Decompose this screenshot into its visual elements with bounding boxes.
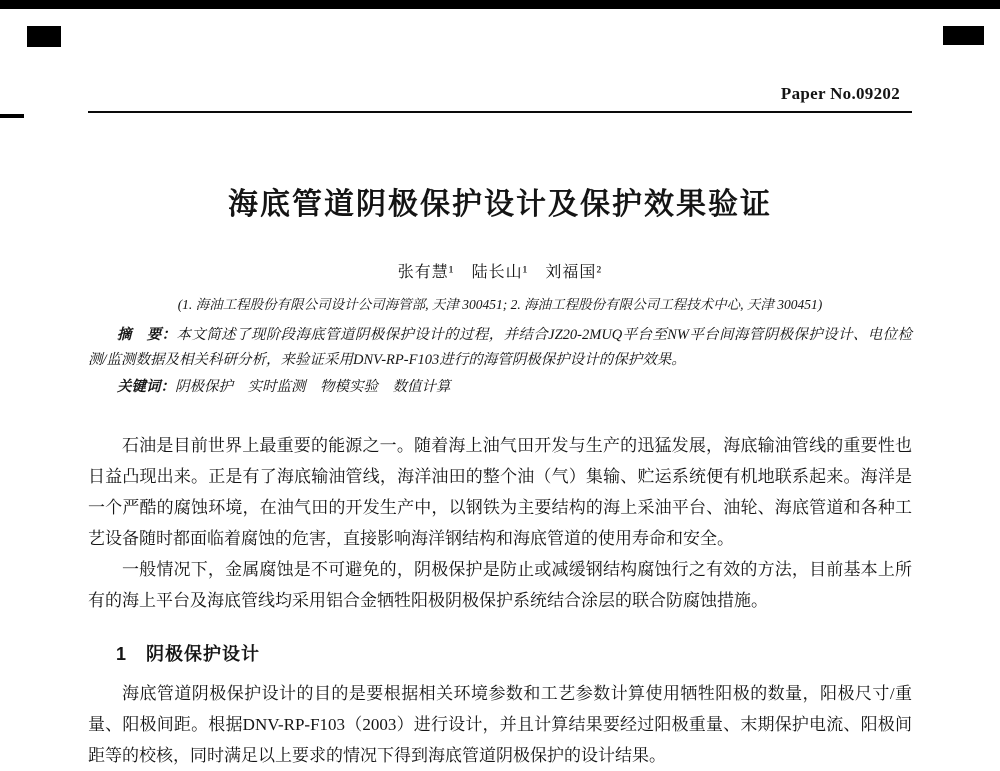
document-page	[88, 0, 912, 771]
affiliation-line: (1. 海油工程股份有限公司设计公司海管部, 天津 300451; 2. 海油工程股份有限公司工程技术中心, 天津 300451)	[177, 297, 823, 312]
intro-paragraph-1: 石油是目前世界上最重要的能源之一。随着海上油气田开发与生产的迅猛发展，海底输油管线的重要性也日益凸现出来。正是有了海底输油管线，海洋油田的整个油（气）集输、贮运系统便有机地联系起来。海洋是一个严酷的腐蚀环境，在油气田的开发生产中，以钢铁为主要结构的海上采油平台、油轮、海底管道和各种工艺设备随时都面临着腐蚀的危害，直接影响海洋钢结构和海底管道的使用寿命和安全。	[88, 436, 912, 548]
abstract-paragraph	[88, 323, 912, 373]
section-1-heading: 1 阴极保护设计	[116, 644, 261, 664]
paper-number: Paper No.09202	[780, 84, 900, 103]
keywords-text: 阴极保护 实时监测 物模实验 数值计算	[175, 379, 451, 395]
paper-title: 海底管道阴极保护设计及保护效果验证	[228, 188, 772, 221]
keywords-paragraph	[88, 375, 912, 400]
authors-line: 张有慧¹ 陆长山¹ 刘福国²	[397, 264, 603, 281]
header-rule	[88, 111, 912, 113]
keywords-label: 关键词：	[117, 379, 175, 395]
section-1-paragraph: 海底管道阴极保护设计的目的是要根据相关环境参数和工艺参数计算使用牺牲阳极的数量，阳极尺寸/重量、阳极间距。根据DNV-RP-F103（2003）进行设计，并且计算结果要经过阳极重量、末期保护电流、阳极间距等的校核，同时满足以上要求的情况下得到海底管道阴极保护的设计结果。	[88, 684, 912, 765]
abstract-label: 摘 要：	[117, 327, 177, 343]
scan-artifact-corner-right	[943, 26, 984, 45]
abstract-text: 本文简述了现阶段海底管道阴极保护设计的过程，并结合JZ20-2MUQ平台至NW平台间海管阴极保护设计、电位检测/监测数据及相关科研分析，来验证采用DNV-RP-F103进行的海管阴极保护设计的保护效果。	[88, 327, 913, 368]
scan-artifact-corner-left	[27, 26, 61, 47]
intro-paragraph-2: 一般情况下，金属腐蚀是不可避免的，阴极保护是防止或减缓钢结构腐蚀行之有效的方法，目前基本上所有的海上平台及海底管线均采用铝合金牺牲阳极阴极保护系统结合涂层的联合防腐蚀措施。	[88, 560, 912, 610]
scan-artifact-left-dash	[0, 114, 24, 118]
